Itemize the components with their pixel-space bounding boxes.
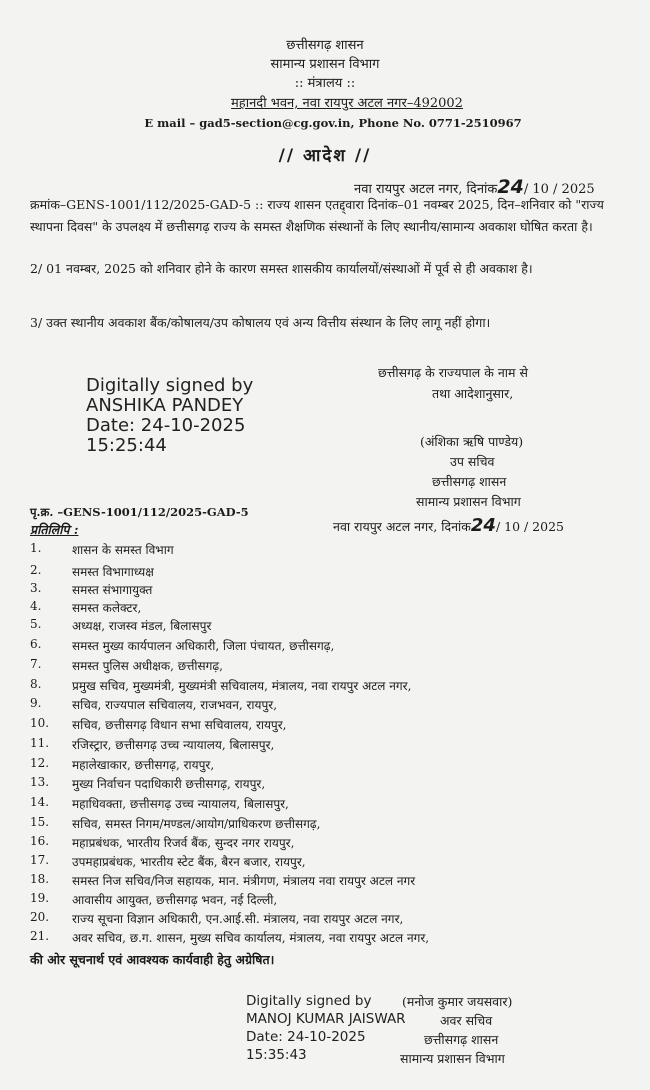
copy-list-item: मुख्य निर्वाचन पदाधिकारी छत्तीसगढ़, रायपुर, — [72, 777, 266, 791]
signatory-1-government: छत्तीसगढ़ शासन — [432, 474, 507, 489]
signatory-2-name: (मनोज कुमार जयसवार) — [402, 994, 513, 1009]
copy-list-number: 20. — [30, 910, 50, 924]
copy-list-item: समस्त विभागाध्यक्ष — [72, 565, 154, 579]
digital-signature-1 — [86, 376, 253, 456]
copy-list-item: सचिव, राज्यपाल सचिवालय, राजभवन, रायपुर, — [72, 698, 278, 712]
copy-list-number: 13. — [30, 775, 50, 789]
header-address: महानदी भवन, नवा रायपुर अटल नगर–492002 — [231, 96, 463, 111]
copy-list-number: 3. — [30, 581, 42, 595]
copy-list-item: उपमहाप्रबंधक, भारतीय स्टेट बैंक, बैरन बजार, रायपुर, — [72, 855, 306, 869]
copy-list-item: प्रमुख सचिव, मुख्यमंत्री, मुख्यमंत्री सचिवालय, मंत्रालय, नवा रायपुर अटल नगर, — [72, 679, 412, 693]
header-department: सामान्य प्रशासन विभाग — [270, 57, 380, 72]
header-government: छत्तीसगढ़ शासन — [286, 38, 364, 53]
copy-list-number: 19. — [30, 891, 50, 905]
copy-list-number: 5. — [30, 617, 42, 631]
copy-list-number: 9. — [30, 696, 42, 710]
copy-list-item: रजिस्ट्रार, छत्तीसगढ़ उच्च न्यायालय, बिलासपुर, — [72, 738, 275, 752]
copy-list-item: समस्त संभागायुक्त — [72, 583, 153, 597]
copy-list-number: 16. — [30, 834, 50, 848]
digital-signature-1-line4: 15:25:44 — [86, 435, 167, 456]
copy-list-number: 2. — [30, 563, 42, 577]
digital-signature-1-line1: Digitally signed by — [86, 375, 254, 396]
copy-list-item: अध्यक्ष, राजस्व मंडल, बिलासपुर — [72, 619, 212, 633]
endorsement-date-prefix: नवा रायपुर अटल नगर, दिनांक — [333, 519, 471, 534]
copy-list-item: आवासीय आयुक्त, छत्तीसगढ़ भवन, नई दिल्ली, — [72, 893, 278, 907]
endorsement-number: पृ.क्र. –GENS-1001/112/2025-GAD-5 — [30, 505, 249, 519]
order-paragraph-1: क्रमांक–GENS-1001/112/2025-GAD-5 :: राज्य शासन एतद्द्वारा दिनांक–01 नवम्बर 2025, दिन–शनिवार को "राज्य स्थापना दिवस" के उपलक्ष्य में छत्तीसगढ़ राज्य के समस्त शैक्षणिक संस्थानों के लिए स्थानीय/सामान्य अवकाश घोषित करता है। — [30, 197, 604, 234]
copy-list-number: 21. — [30, 929, 50, 943]
digital-signature-2-line3: Date: 24-10-2025 — [246, 1029, 366, 1045]
copy-list-number: 10. — [30, 716, 50, 730]
copy-list-item: महाधिवक्ता, छत्तीसगढ़ उच्च न्यायालय, बिलासपुर, — [72, 797, 289, 811]
digital-signature-2-line4: 15:35:43 — [246, 1047, 307, 1063]
copy-list-number: 11. — [30, 736, 50, 750]
digital-signature-1-line3: Date: 24-10-2025 — [86, 415, 246, 436]
copy-list-number: 14. — [30, 795, 50, 809]
order-date-day: 24 — [497, 176, 524, 198]
signatory-2-department: सामान्य प्रशासन विभाग — [400, 1051, 505, 1066]
digital-signature-2 — [246, 992, 406, 1064]
order-paragraph-3: 3/ उक्त स्थानीय अवकाश बैंक/कोषालय/उप कोषालय एवं अन्य वित्तीय संस्थान के लिए लागू नहीं होगा। — [30, 315, 491, 330]
copy-list-number: 8. — [30, 677, 42, 691]
order-date-prefix: नवा रायपुर अटल नगर, दिनांक — [354, 182, 498, 197]
copy-list-number: 4. — [30, 599, 42, 613]
copy-list-item: सचिव, छत्तीसगढ़ विधान सभा सचिवालय, रायपुर, — [72, 718, 287, 732]
header-ministry: :: मंत्रालय :: — [294, 76, 356, 91]
digital-signature-2-line2: MANOJ KUMAR JAISWAR — [246, 1011, 406, 1027]
copy-list-number: 17. — [30, 853, 50, 867]
order-title: // आदेश // — [278, 146, 372, 166]
copy-list-item: समस्त निज सचिव/निज सहायक, मान. मंत्रीगण, मंत्रालय नवा रायपुर अटल नगर — [72, 874, 416, 888]
governor-order-line2: तथा आदेशानुसार, — [432, 386, 514, 401]
endorsement-date-suffix: / 10 / 2025 — [495, 519, 564, 534]
governor-order-line1: छत्तीसगढ़ के राज्यपाल के नाम से — [378, 365, 528, 380]
copy-list-number: 6. — [30, 637, 42, 651]
header-contact: E mail – gad5-section@cg.gov.in, Phone No. 0771-2510967 — [144, 116, 522, 130]
copy-list-item: समस्त कलेक्टर, — [72, 601, 142, 615]
order-date-suffix: / 10 / 2025 — [523, 182, 595, 197]
digital-signature-2-line1: Digitally signed by — [246, 993, 372, 1009]
copy-list-item: राज्य सूचना विज्ञान अधिकारी, एन.आई.सी. मंत्रालय, नवा रायपुर अटल नगर, — [72, 912, 404, 926]
copy-list-item: महाप्रबंधक, भारतीय रिजर्व बैंक, सुन्दर नगर रायपुर, — [72, 836, 295, 850]
copy-list-item: समस्त मुख्य कार्यपालन अधिकारी, जिला पंचायत, छत्तीसगढ़, — [72, 639, 335, 653]
copy-list-number: 18. — [30, 872, 50, 886]
copy-list-number: 7. — [30, 657, 42, 671]
signatory-1-department: सामान्य प्रशासन विभाग — [416, 494, 521, 509]
signatory-1-name: (अंशिका ऋषि पाण्डेय) — [420, 434, 524, 449]
digital-signature-1-line2: ANSHIKA PANDEY — [86, 395, 244, 416]
endorsement-date-day: 24 — [470, 515, 496, 536]
copy-list-item: सचिव, समस्त निगम/मण्डल/आयोग/प्राधिकरण छत्तीसगढ़, — [72, 817, 321, 831]
copy-list-item: अवर सचिव, छ.ग. शासन, मुख्य सचिव कार्यालय, मंत्रालय, नवा रायपुर अटल नगर, — [72, 931, 430, 945]
closing-line: की ओर सूचनार्थ एवं आवश्यक कार्यवाही हेतु अग्रेषित। — [30, 952, 275, 967]
copy-list-item: महालेखाकार, छत्तीसगढ़, रायपुर, — [72, 758, 215, 772]
copy-list-number: 1. — [30, 541, 42, 555]
signatory-2-designation: अवर सचिव — [440, 1013, 493, 1028]
copy-list-item: शासन के समस्त विभाग — [72, 543, 174, 557]
copy-heading: प्रतिलिपि : — [30, 522, 79, 537]
endorsement-date — [333, 515, 564, 536]
order-paragraph-2: 2/ 01 नवम्बर, 2025 को शनिवार होने के कारण समस्त शासकीय कार्यालयों/संस्थाओं में पूर्व से ही अवकाश है। — [30, 261, 533, 276]
copy-list-number: 12. — [30, 756, 50, 770]
signatory-1-designation: उप सचिव — [450, 454, 495, 469]
signatory-2-government: छत्तीसगढ़ शासन — [424, 1032, 499, 1047]
copy-list-item: समस्त पुलिस अधीक्षक, छत्तीसगढ़, — [72, 659, 223, 673]
copy-list-number: 15. — [30, 815, 50, 829]
